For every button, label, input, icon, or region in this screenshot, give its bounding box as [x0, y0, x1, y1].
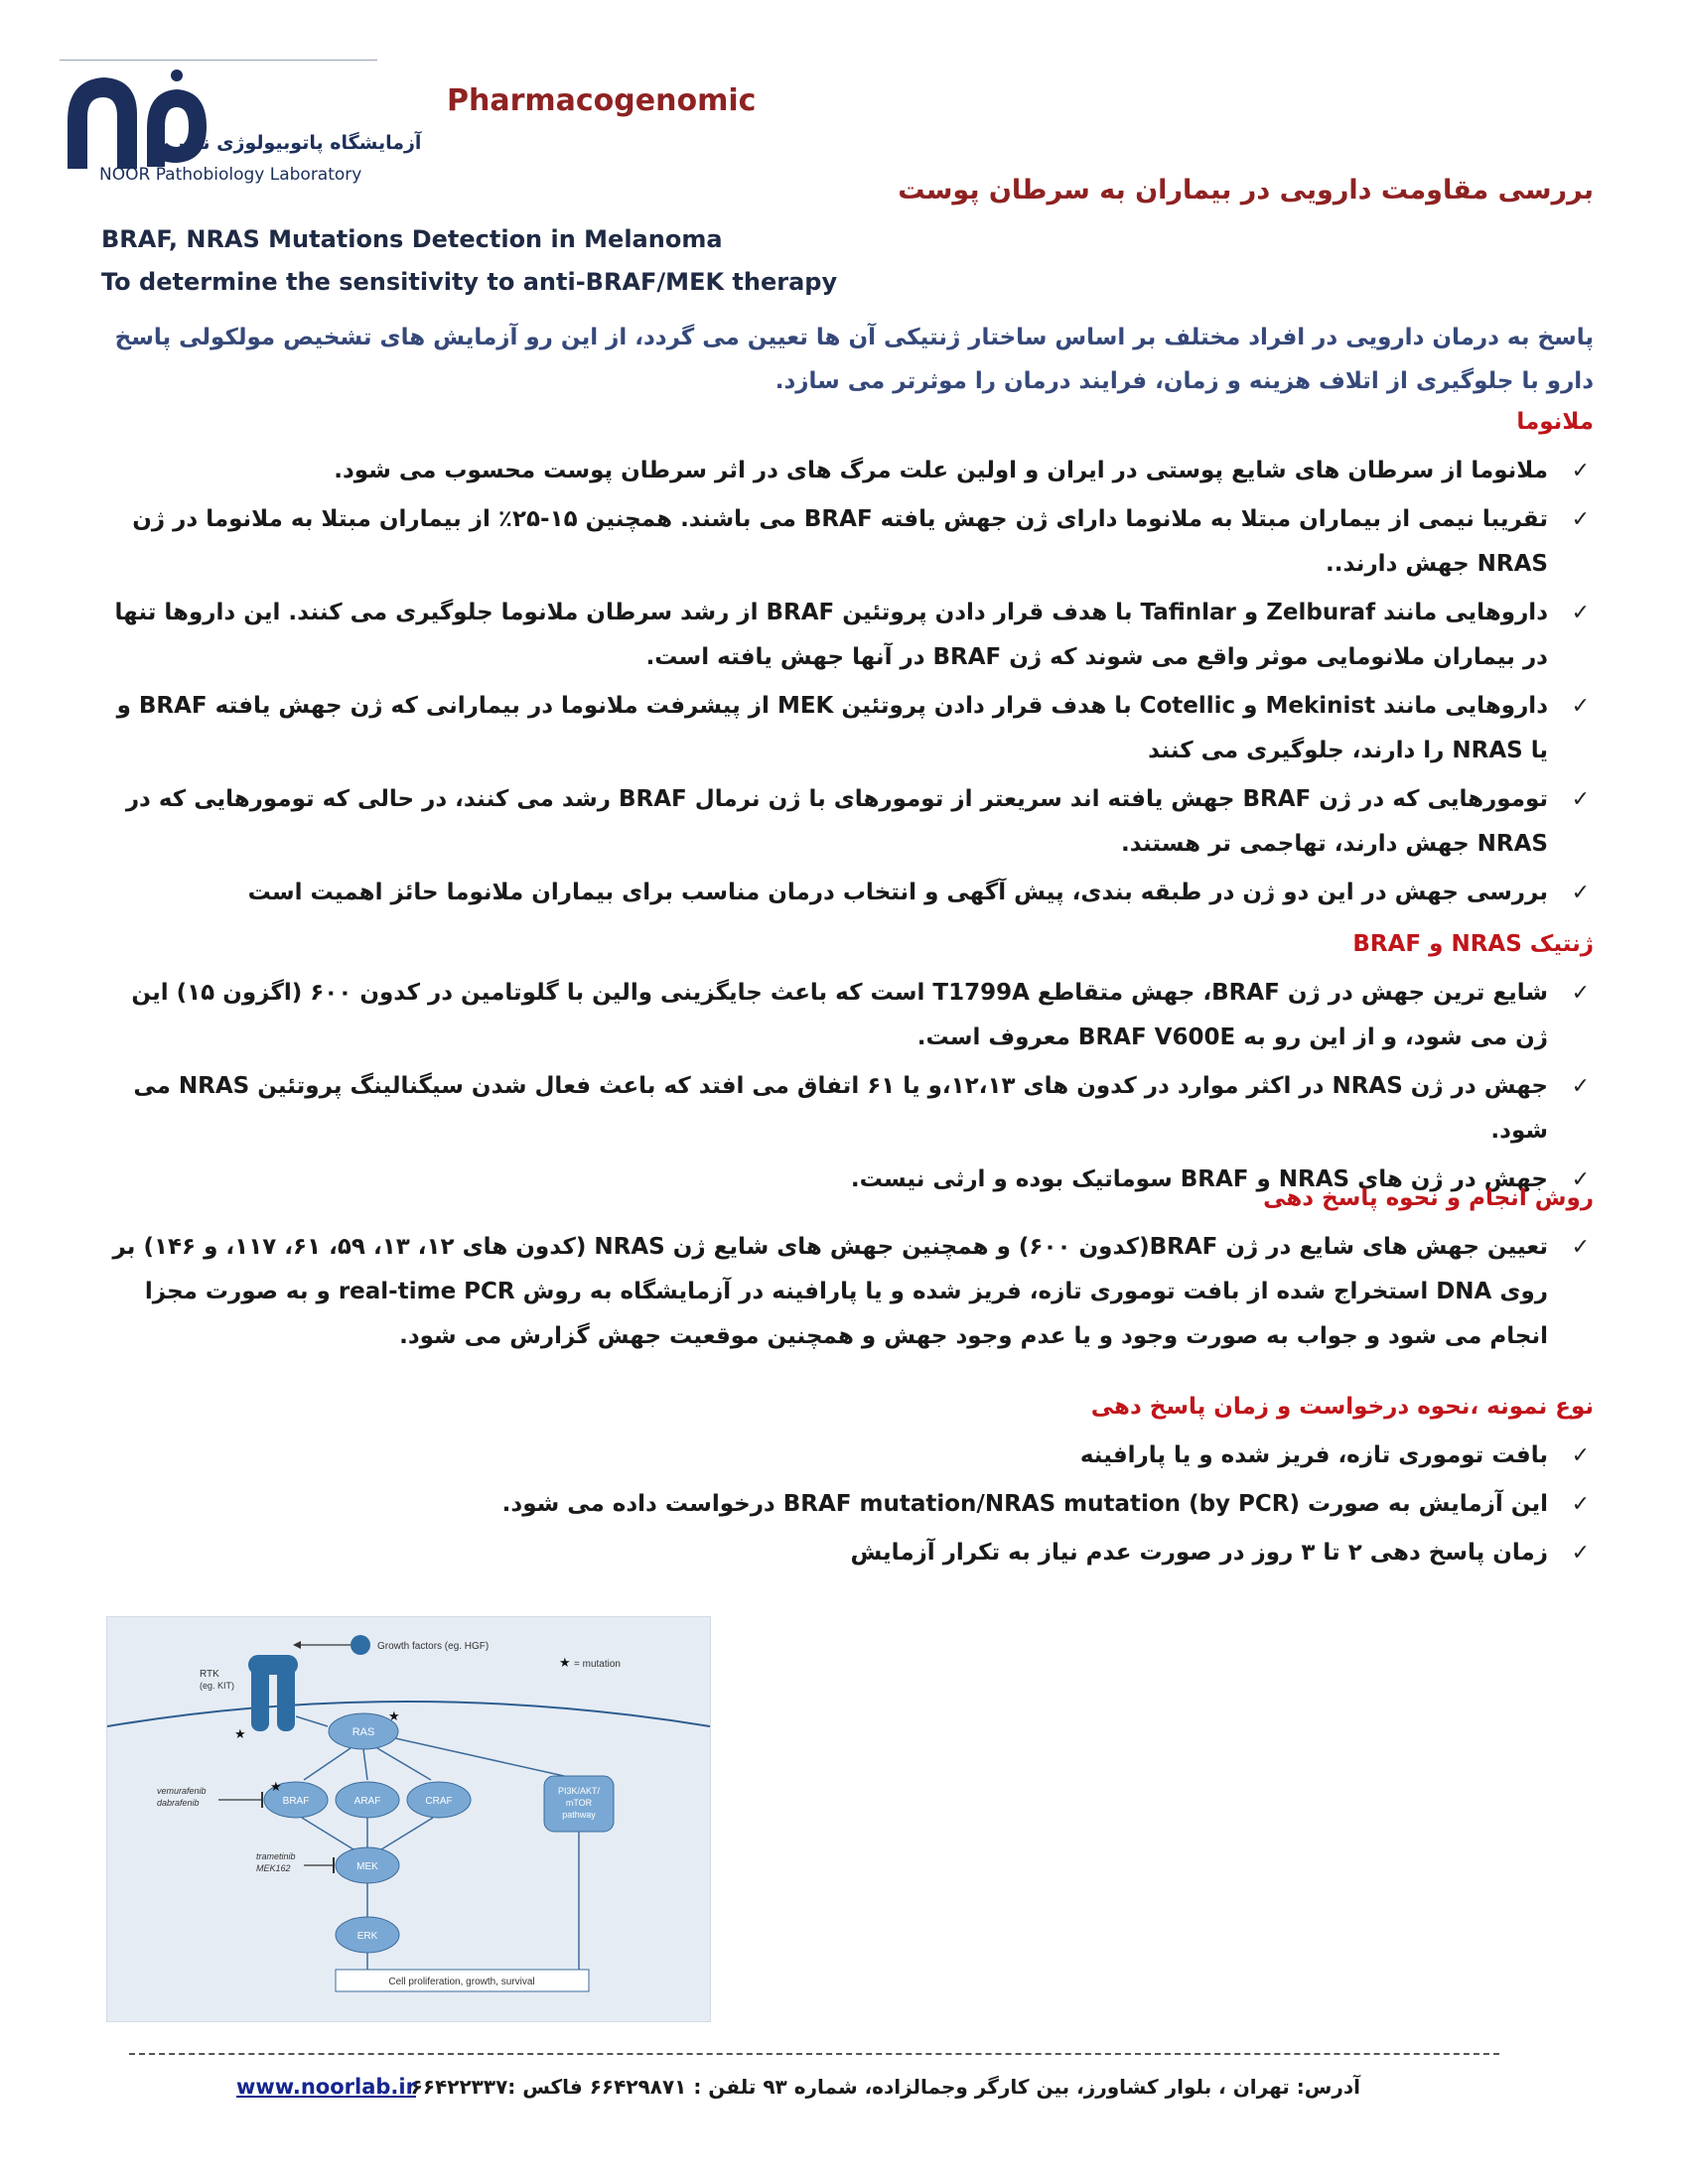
intro-paragraph: پاسخ به درمان دارویی در افراد مختلف بر اساس ساختار ژنتیکی آن ها تعیین می گردد، از این رو آزمایش های تشخیص مولکولی پاسخ دارو با جلوگیری از اتلاف هزینه و زمان، فرایند درمان را موثرتر می سازد.	[114, 325, 1594, 394]
list-item: ✓ شایع ترین جهش در ژن BRAF، جهش متقاطع T1799A است که باعث جایگزینی والین با گلوتامین در کدون ۶۰۰ (اگزون ۱۵) این ژن می شود، و از این رو به BRAF V600E معروف است.	[99, 971, 1594, 1060]
logo-text-en: NOOR Pathobiology Laboratory	[99, 165, 362, 185]
rtk-sublabel: (eg. KIT)	[200, 1681, 235, 1691]
logo-mark-left	[68, 77, 137, 169]
ras-label: RAS	[352, 1726, 375, 1738]
checkmark-icon: ✓	[1571, 1235, 1590, 1260]
checkmark-icon: ✓	[1571, 459, 1590, 483]
checkmark-icon: ✓	[1571, 981, 1590, 1006]
list-item: ✓ داروهایی مانند Zelburaf و Tafinlar با هدف قرار دادن پروتئین BRAF از رشد سرطان ملانوما جلوگیری می کنند. این داروها تنها در بیماران ملانومایی موثر واقع می شوند که ژن BRAF در آنها جهش یافته است.	[99, 591, 1594, 680]
mutation-star-icon: ★	[234, 1726, 246, 1741]
english-title-1: BRAF, NRAS Mutations Detection in Melanoma	[101, 225, 723, 253]
list-item: ✓ این آزمایش به صورت BRAF mutation/NRAS mutation (by PCR) درخواست داده می شود.	[99, 1482, 1594, 1527]
method-list	[99, 1225, 1594, 1363]
section-heading-melanoma: ملانوما	[1516, 409, 1594, 435]
rtk-label: RTK	[200, 1669, 219, 1680]
checkmark-icon: ✓	[1571, 1074, 1590, 1099]
list-item: ✓ تعیین جهش های شایع در ژن BRAF(کدون ۶۰۰) و همچنین جهش های شایع ژن NRAS (کدون های ۱۲، ۱۳، ۵۹، ۶۱، ۱۱۷، و ۱۴۶) بر روی DNA استخراج شده از بافت توموری تازه، فریز شده و یا پارافینه در آزمایشگاه به روش real-time PCR و به صورت مجزا انجام می شود و جواب به صورت وجود و یا عدم وجود جهش و همچنین موقعیت جهش گزارش می شود.	[99, 1225, 1594, 1359]
mutation-legend: = mutation	[574, 1659, 621, 1670]
checkmark-icon: ✓	[1571, 787, 1590, 812]
mutation-star-icon: ★	[270, 1779, 282, 1794]
list-item: ✓ جهش در ژن NRAS در اکثر موارد در کدون های ۱۲،۱۳،و یا ۶۱ اتفاق می افتد که باعث فعال شدن سیگنالینگ پروتئین NRAS می شود.	[99, 1064, 1594, 1154]
list-item: ✓ تقریبا نیمی از بیماران مبتلا به ملانوما دارای ژن جهش یافته BRAF می باشند. همچنین ۱۵-۲۵٪ از بیماران مبتلا به ملانوما در ژن NRAS جهش دارند..	[99, 497, 1594, 587]
website-link[interactable]: www.noorlab.ir	[236, 2075, 416, 2099]
section-heading-genetics: ژنتیک NRAS و BRAF	[1352, 931, 1594, 957]
section-heading-sample: نوع نمونه ،نحوه درخواست و زمان پاسخ دهی	[1090, 1394, 1594, 1420]
rtk-receptor-top	[248, 1655, 298, 1675]
mek-label: MEK	[356, 1861, 378, 1872]
pathway-diagram	[106, 1616, 711, 2022]
outcome-label: Cell proliferation, growth, survival	[388, 1977, 535, 1987]
pi3k-label-3: pathway	[562, 1810, 596, 1820]
vemurafenib-label: vemurafenib	[157, 1786, 207, 1796]
cell-membrane	[107, 1702, 710, 1726]
header-rule	[60, 60, 377, 61]
braf-label: BRAF	[282, 1796, 310, 1807]
trametinib-label: trametinib	[256, 1851, 296, 1861]
craf-label: CRAF	[425, 1796, 453, 1807]
list-item: ✓ جهش در ژن های NRAS و BRAF سوماتیک بوده و ارثی نیست.	[99, 1158, 1594, 1202]
category-title: Pharmacogenomic	[447, 83, 757, 118]
sample-list	[99, 1433, 1594, 1579]
growth-factor-ball	[351, 1635, 370, 1655]
section-heading-method: روش انجام و نحوه پاسخ دهی	[1263, 1185, 1594, 1211]
logo-mark-right	[147, 89, 207, 167]
footer-divider	[129, 2053, 1499, 2055]
growth-factors-label: Growth factors (eg. HGF)	[377, 1641, 490, 1652]
melanoma-list	[99, 449, 1594, 919]
checkmark-icon: ✓	[1571, 694, 1590, 719]
checkmark-icon: ✓	[1571, 601, 1590, 625]
checkmark-icon: ✓	[1571, 1443, 1590, 1468]
genetics-list	[99, 971, 1594, 1206]
mutation-star-icon: ★	[388, 1708, 400, 1723]
english-title-2: To determine the sensitivity to anti-BRAF/MEK therapy	[101, 268, 838, 296]
erk-label: ERK	[356, 1931, 378, 1942]
persian-title: بررسی مقاومت دارویی در بیماران به سرطان پوست	[898, 175, 1594, 205]
araf-label: ARAF	[353, 1796, 381, 1807]
list-item: ✓ ملانوما از سرطان های شایع پوستی در ایران و اولین علت مرگ های در اثر سرطان پوست محسوب می شود.	[99, 449, 1594, 493]
pi3k-label-2: mTOR	[565, 1798, 593, 1808]
list-item: ✓ بافت توموری تازه، فریز شده و یا پارافینه	[99, 1433, 1594, 1478]
pi3k-label-1: PI3K/AKT/	[557, 1786, 601, 1796]
mutation-star-icon: ★	[559, 1655, 571, 1670]
checkmark-icon: ✓	[1571, 507, 1590, 532]
logo-text-fa: آزمایشگاه پاتوبیولوژی نـور	[174, 132, 422, 154]
list-item: ✓ زمان پاسخ دهی ۲ تا ۳ روز در صورت عدم نیاز به تکرار آزمایش	[99, 1531, 1594, 1575]
list-item: ✓ بررسی جهش در این دو ژن در طبقه بندی، پیش آگهی و انتخاب درمان مناسب برای بیماران ملانوما حائز اهمیت است	[99, 871, 1594, 915]
checkmark-icon: ✓	[1571, 1492, 1590, 1517]
footer-address: آدرس: تهران ، بلوار کشاورز، بین کارگر وجمالزاده، شماره ۹۳ تلفن : ۶۶۴۲۹۸۷۱ فاکس :۶۶۴۲۲۳۳۷	[410, 2075, 1360, 2099]
mek162-label: MEK162	[256, 1863, 291, 1873]
checkmark-icon: ✓	[1571, 1541, 1590, 1566]
dabrafenib-label: dabrafenib	[157, 1798, 200, 1808]
list-item: ✓ داروهایی مانند Mekinist و Cotellic با هدف قرار دادن پروتئین MEK از پیشرفت ملانوما در بیمارانی که ژن جهش یافته BRAF و یا NRAS را دارند، جلوگیری می کنند	[99, 684, 1594, 773]
list-item: ✓ تومورهایی که در ژن BRAF جهش یافته اند سریعتر از تومورهای با ژن نرمال BRAF رشد می کنند، در حالی که تومورهایی که در NRAS جهش دارند، تهاجمی تر هستند.	[99, 777, 1594, 867]
checkmark-icon: ✓	[1571, 1167, 1590, 1192]
checkmark-icon: ✓	[1571, 881, 1590, 905]
logo-dot-2	[171, 69, 183, 81]
